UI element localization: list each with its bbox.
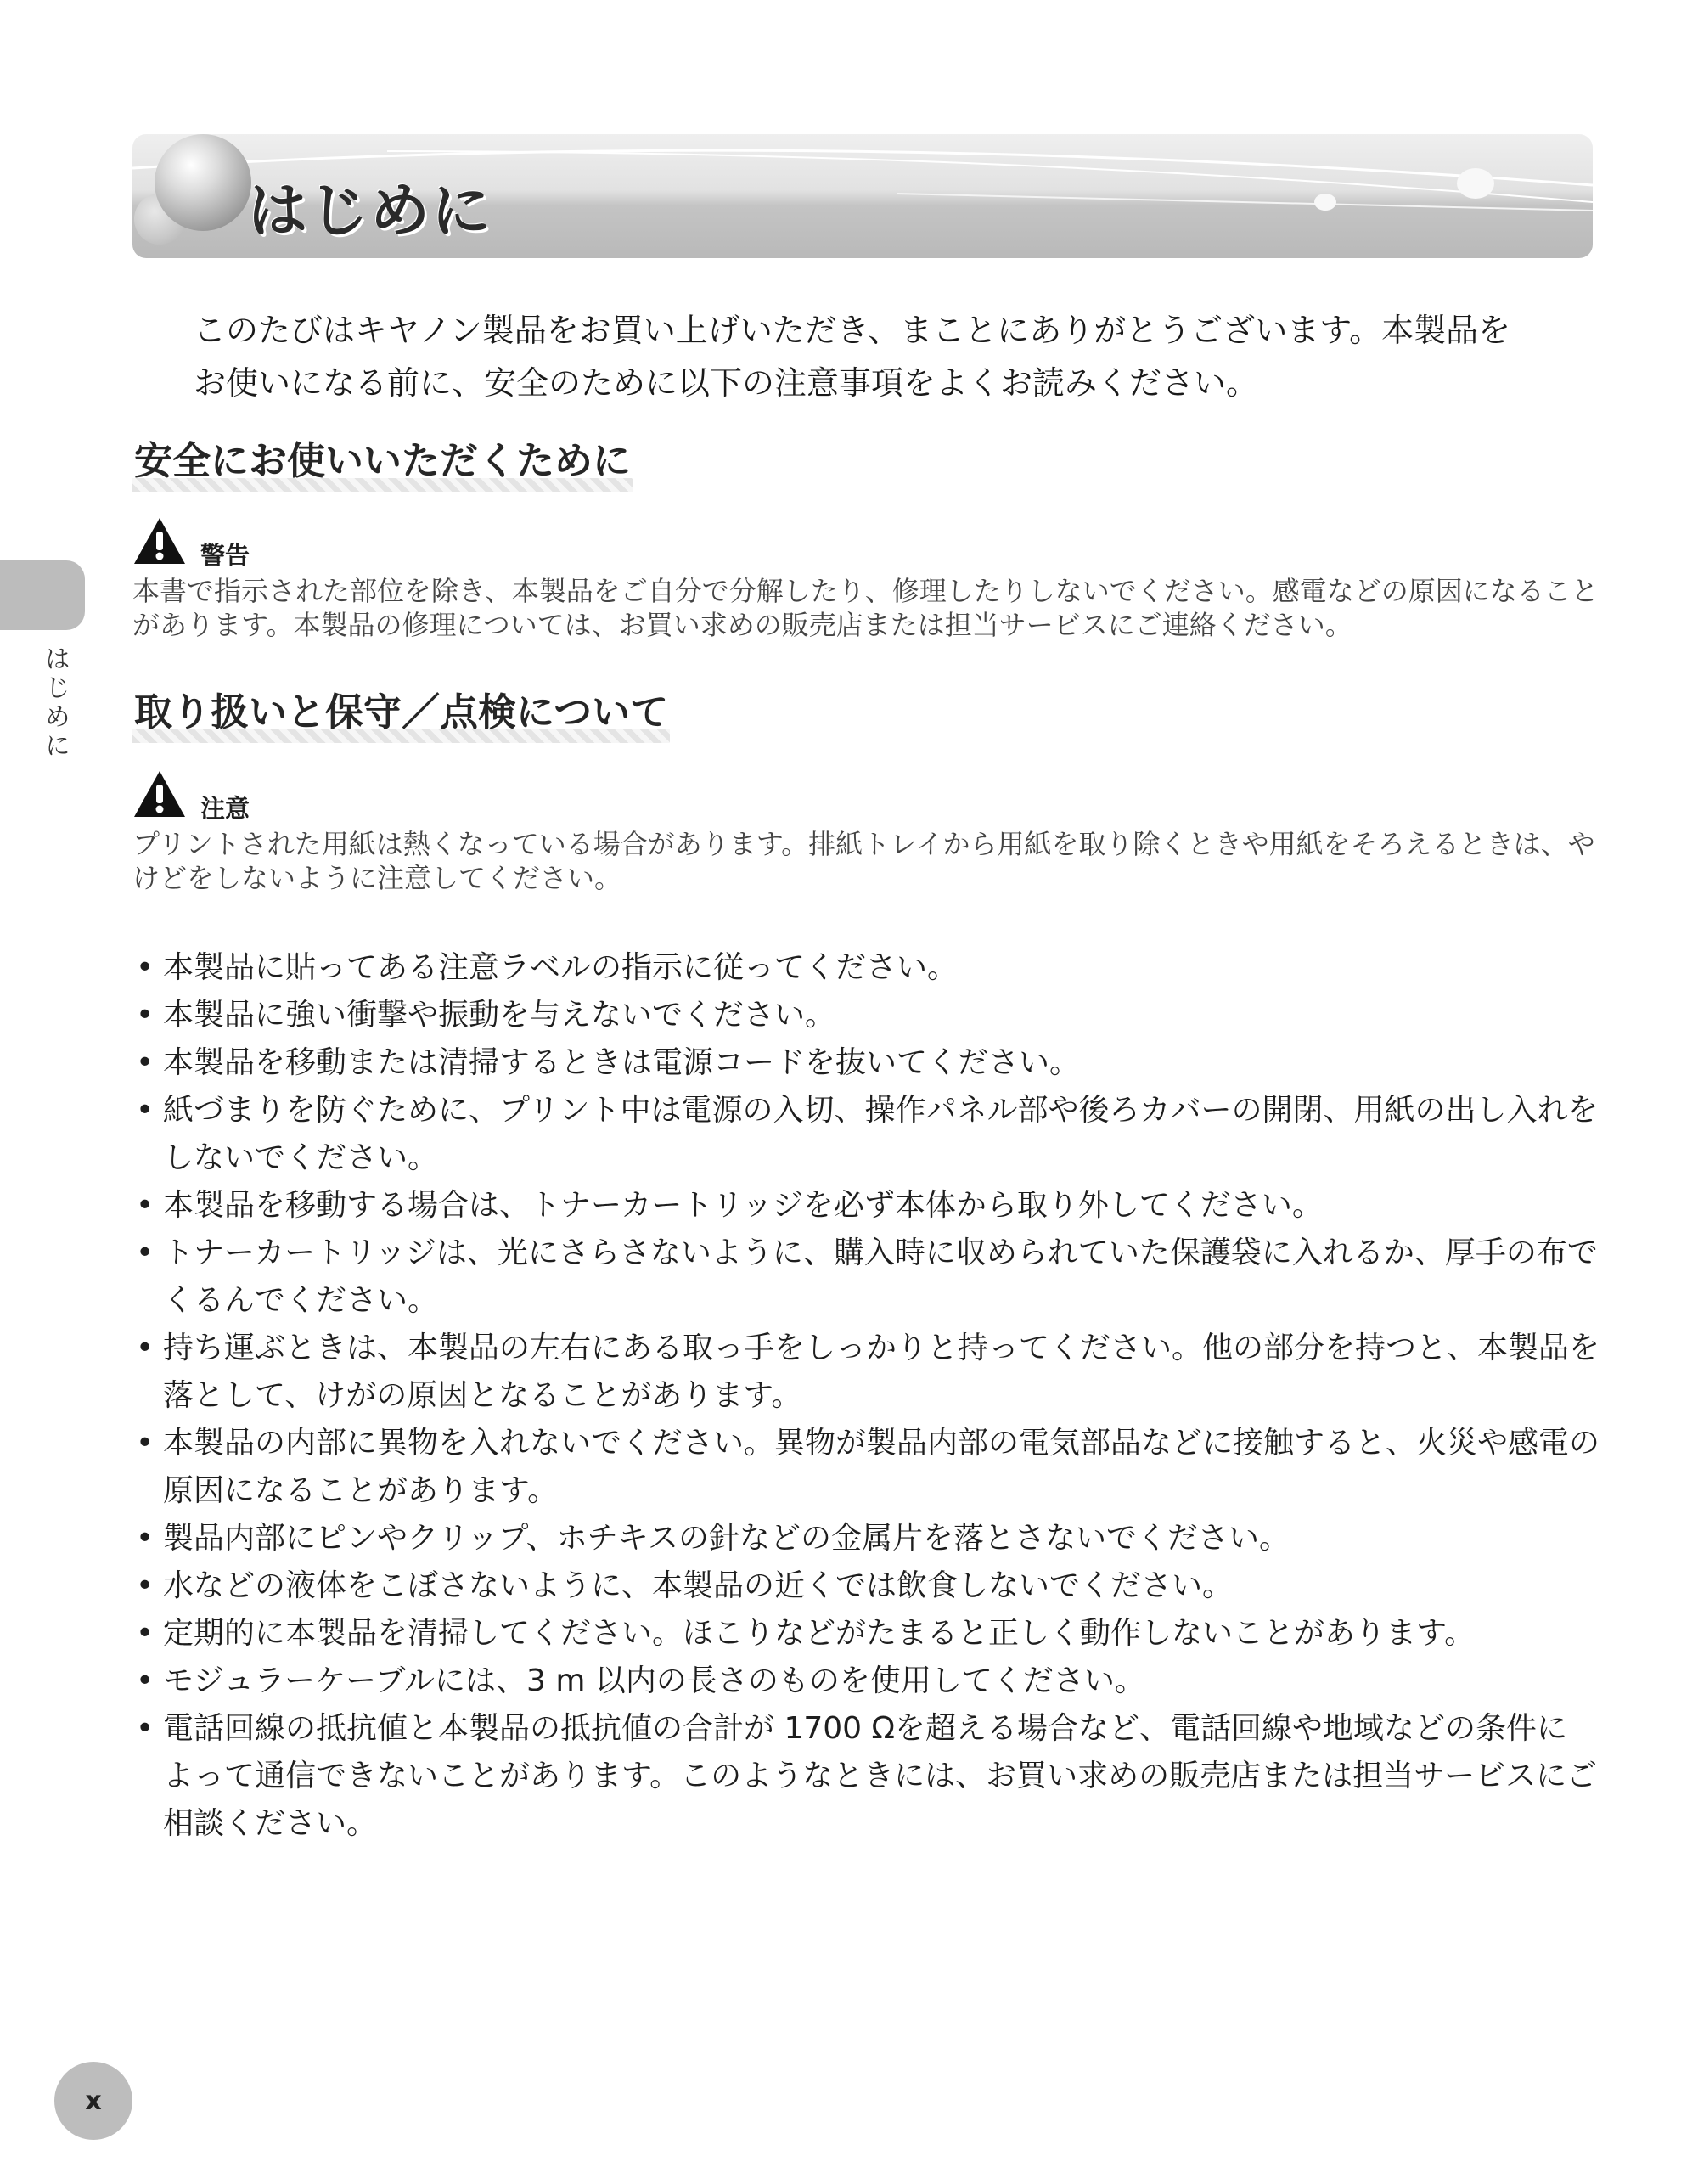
list-item-text: 相談ください。: [163, 1806, 378, 1841]
list-item: [136, 1515, 1605, 1562]
list-item: [136, 1420, 1605, 1515]
list-item-text: 本製品に強い衝撃や振動を与えないでください。: [163, 998, 836, 1033]
list-item: [136, 992, 1605, 1039]
bullet-marker: •: [136, 1188, 155, 1223]
section-heading-maintenance: 取り扱いと保守／点検について: [132, 679, 670, 743]
bullet-marker: •: [136, 1711, 155, 1746]
list-item: [136, 1610, 1605, 1658]
list-item: [136, 1562, 1605, 1610]
list-item-text: 定期的に本製品を清掃してください。ほこりなどがたまると正しく動作しないことがあります。: [163, 1616, 1476, 1651]
list-item: [136, 1039, 1605, 1087]
list-item: [136, 1658, 1605, 1705]
chapter-side-tab: [0, 560, 85, 630]
caution-line: プリントされた用紙は熱くなっている場合があります。排紙トレイから用紙を取り除くときや用紙をそろえるときは、や: [132, 828, 1595, 860]
bullet-marker: •: [136, 1236, 155, 1270]
section-heading-safety: 安全にお使いいただくために: [132, 428, 633, 492]
chapter-side-label: はじめに: [40, 645, 70, 761]
warning-label: 警告: [200, 541, 250, 570]
warning-line: 本書で指示された部位を除き、本製品をご自分で分解したり、修理したりしないでください。感電などの原因になること: [132, 575, 1599, 607]
bullet-marker: •: [136, 1568, 155, 1603]
bullet-marker: •: [136, 1521, 155, 1556]
bullet-marker: •: [136, 1093, 155, 1128]
list-item-text: しないでください。: [163, 1140, 439, 1175]
banner-highlight-dot: [1457, 168, 1494, 199]
intro-line: お使いになる前に、安全のために以下の注意事項をよくお読みください。: [194, 364, 1259, 402]
list-item-text: 本製品を移動する場合は、トナーカートリッジを必ず本体から取り外してください。: [163, 1188, 1323, 1223]
warning-triangle-icon: [132, 516, 187, 566]
bullet-marker: •: [136, 1045, 155, 1080]
caution-line: けどをしないように注意してください。: [132, 862, 622, 894]
bullet-marker: •: [136, 1331, 155, 1365]
page-number: x: [54, 2062, 132, 2140]
list-item-text: くるんでください。: [163, 1283, 439, 1318]
list-item-text: モジュラーケーブルには、3 m 以内の長さのものを使用してください。: [163, 1663, 1145, 1698]
list-item: [136, 1705, 1605, 1848]
list-item-text: 電話回線の抵抗値と本製品の抵抗値の合計が 1700 Ωを超える場合など、電話回線や地域などの条件に: [163, 1711, 1568, 1746]
warning-line: があります。本製品の修理については、お買い求めの販売店または担当サービスにご連絡ください。: [132, 609, 1352, 641]
warning-note-header: [132, 516, 472, 571]
bullet-marker: •: [136, 950, 155, 985]
intro-line: このたびはキヤノン製品をお買い上げいただき、まことにありがとうございます。本製品を: [194, 312, 1511, 349]
list-item: [136, 1087, 1605, 1182]
list-item-text: トナーカートリッジは、光にさらさないように、購入時に収められていた保護袋に入れるか、厚手の布で: [163, 1236, 1598, 1270]
list-item-text: 本製品を移動または清掃するときは電源コードを抜いてください。: [163, 1045, 1081, 1080]
list-item-text: 持ち運ぶときは、本製品の左右にある取っ手をしっかりと持ってください。他の部分を持つと、本製品を: [163, 1331, 1600, 1365]
list-item: [136, 1325, 1605, 1420]
list-item: [136, 944, 1605, 992]
bullet-marker: •: [136, 1616, 155, 1651]
list-item-text: 製品内部にピンやクリップ、ホチキスの針などの金属片を落とさないでください。: [163, 1521, 1290, 1556]
intro-paragraph: [194, 304, 1552, 409]
list-item: [136, 1230, 1605, 1325]
bullet-marker: •: [136, 1426, 155, 1461]
list-item-text: 原因になることがあります。: [163, 1473, 559, 1508]
caution-text: [132, 827, 1601, 895]
bullet-marker: •: [136, 1663, 155, 1698]
caution-note-header: [132, 769, 472, 824]
banner-sphere: [155, 134, 251, 231]
caution-label: 注意: [200, 794, 250, 823]
warning-triangle-icon: [132, 769, 187, 819]
bullet-marker: •: [136, 998, 155, 1033]
list-item-text: よって通信できないことがあります。このようなときには、お買い求めの販売店または担当サービスにご: [163, 1759, 1598, 1793]
precaution-list: [136, 944, 1605, 1848]
list-item-text: 水などの液体をこぼさないように、本製品の近くでは飲食しないでください。: [163, 1568, 1234, 1603]
warning-text: [132, 574, 1601, 642]
page-title: はじめに: [248, 176, 492, 245]
list-item-text: 本製品の内部に異物を入れないでください。異物が製品内部の電気部品などに接触すると、火災や感電の: [163, 1426, 1600, 1461]
list-item: [136, 1182, 1605, 1230]
list-item-text: 落として、けがの原因となることがあります。: [163, 1378, 802, 1413]
list-item-text: 本製品に貼ってある注意ラベルの指示に従ってください。: [163, 950, 959, 985]
banner-highlight-dot: [1314, 194, 1336, 211]
list-item-text: 紙づまりを防ぐために、プリント中は電源の入切、操作パネル部や後ろカバーの開閉、用紙の出し入れを: [163, 1093, 1599, 1128]
